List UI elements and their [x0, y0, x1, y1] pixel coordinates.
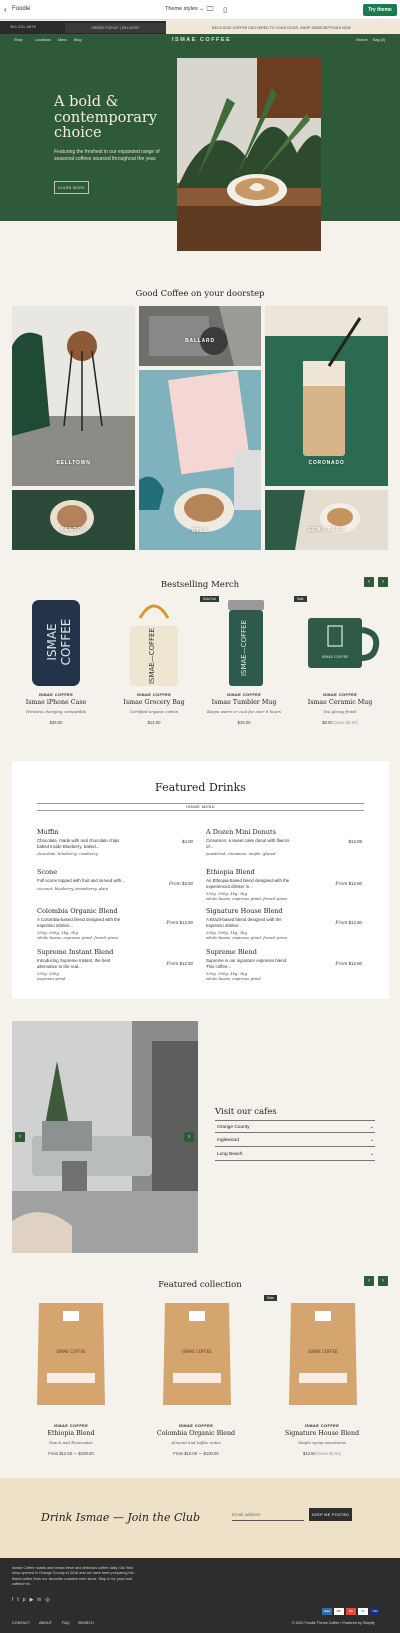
svg-text:ISMAE: ISMAE — [45, 623, 59, 661]
footer-about: Ismae Coffee roasts and brews fresh and delicious coffee daily. Our first shop opened in Orange County in 2016 and we have been preparing the finest coffee from our favourite roasters ever since. Stop in for your next caffeine fix. — [12, 1566, 134, 1586]
featured-drinks-card — [12, 761, 389, 999]
site-footer — [0, 1558, 400, 1633]
chevron-down-icon: ⌄ — [369, 1124, 374, 1130]
mobile-icon[interactable]: ▯ — [223, 6, 227, 14]
club-title: Drink Ismae — Join the Club — [41, 1511, 201, 1524]
footer-link-about[interactable]: ABOUT — [39, 1621, 53, 1625]
product-image-colombia[interactable] — [161, 1297, 233, 1407]
location-label: ECHO PARK — [308, 527, 345, 533]
footer-link-faq[interactable]: FAQ — [62, 1621, 70, 1625]
payment-icons — [322, 1608, 380, 1615]
sale-badge: Sale — [294, 596, 307, 602]
visa-icon: VISA — [370, 1608, 380, 1615]
footer-link-contact[interactable]: CONTACT — [12, 1621, 31, 1625]
pinterest-icon[interactable]: p — [22, 1597, 26, 1603]
desktop-icon[interactable]: 🖵 — [206, 5, 214, 13]
keep-me-posted-button[interactable]: KEEP ME POSTED — [309, 1508, 352, 1521]
facebook-icon[interactable]: f — [12, 1597, 14, 1603]
svg-text:ISMAE COFFEE: ISMAE COFFEE — [182, 1349, 212, 1354]
location-tile-kenton[interactable] — [12, 490, 135, 550]
menu-item[interactable]: Supreme Blend Supreme is our signature espresso blend. This coffee... 250g, 500g, 1kg, 2kg whole beans, espresso grind From $12.50 — [206, 948, 362, 982]
locations-title: Good Coffee on your doorstep — [135, 289, 265, 299]
product-image-ethiopia[interactable] — [35, 1297, 107, 1407]
svg-text:ISMAE COFFEE: ISMAE COFFEE — [56, 1349, 86, 1354]
hero-title: A bold & contemporary choice — [54, 94, 158, 141]
menu-item[interactable]: Signature House Blend A Brazil-based blend designed with the espresso drinker... 250g, 500g, 1kg, 2kg whole beans, espresso grind, french press From $12.50 — [206, 907, 362, 941]
paypal-icon: PP — [358, 1608, 368, 1615]
merch-title: Bestselling Merch — [160, 580, 240, 590]
location-tile-belltown[interactable] — [12, 306, 135, 486]
bag-link[interactable]: Bag (0) — [373, 37, 386, 42]
product-image-iphone-case[interactable] — [10, 598, 102, 688]
cafes-title: Visit our cafes — [215, 1107, 277, 1117]
order-pickup-delivery[interactable]: ORDER PICKUP | DELIVERY — [65, 23, 166, 33]
product-card[interactable]: ISMAE COFFEE Ismae iPhone Case Wireless charging compatible $38.00 — [25, 693, 87, 725]
menu-item[interactable]: Supreme Instant Blend Introducing Supreme Instant, the best alternative to the real... 250g, 500g espresso grind From $12.50 — [37, 948, 193, 982]
svg-text:ISMAE—COFFEE: ISMAE—COFFEE — [240, 619, 248, 677]
location-label: KENTON — [60, 527, 87, 533]
chevron-down-icon: ⌄ — [199, 6, 204, 12]
svg-text:COFFEE: COFFEE — [59, 618, 73, 666]
location-tile-ballard[interactable] — [139, 306, 261, 366]
announcement-left — [0, 21, 166, 34]
app-name: Foodie — [12, 6, 31, 12]
instagram-icon[interactable]: ◎ — [45, 1597, 50, 1603]
cafe-item-inglewood[interactable]: Inglewood ⌄ — [215, 1134, 375, 1147]
product-card[interactable]: ISMAE COFFEE Ismae Ceramic Mug Tea glossy finish $8.00 (Save $2.00) — [307, 693, 373, 725]
product-card[interactable]: ISMAE COFFEE Ismae Grocery Bag Certified organic cotton $14.00 — [123, 693, 185, 725]
location-tile-echo-park[interactable] — [265, 490, 388, 550]
menu-title: Featured Drinks — [155, 781, 246, 794]
location-label: CORONADO — [308, 460, 345, 466]
nav-shop[interactable]: Shop — [14, 37, 23, 42]
copyright: © 2021 Foodie Theme Coffee • Powered by Shopify — [292, 1621, 375, 1625]
cafe-next-button[interactable]: › — [184, 1132, 194, 1142]
location-tile-otla[interactable] — [139, 370, 261, 550]
cafe-item-long-beach[interactable]: Long Beach ⌄ — [215, 1148, 375, 1161]
location-label: BALLARD — [185, 338, 215, 344]
learn-more-button[interactable]: LEARN MORE — [54, 181, 89, 194]
collection-next-button[interactable]: › — [378, 1276, 388, 1286]
cafe-slideshow-image — [12, 1021, 198, 1253]
newsletter-section — [0, 1478, 400, 1558]
hero-description: Featuring the freshest in our expanded range of seasonal coffees sourced throughout the year. — [54, 149, 160, 162]
sale-badge: Sale — [264, 1295, 277, 1301]
svg-text:ISMAE COFFEE: ISMAE COFFEE — [321, 655, 349, 659]
product-image-tumbler[interactable] — [198, 598, 290, 688]
menu-item[interactable]: Muffin Chocolate, made with real chocolate chips baked inside Blueberry, baked... chocolate, blueberry, cranberry $4.00 — [37, 828, 193, 857]
sold-out-badge: Sold Out — [200, 596, 219, 602]
menu-item[interactable]: A Dozen Mini Donuts Cinnamon: a sweet cake donut with flavors of... powdered, cinnamon, maple, glazed $12.99 — [206, 828, 362, 857]
phone-number[interactable]: 304-301-9878 — [10, 25, 36, 29]
footer-link-search[interactable]: SEARCH — [78, 1621, 94, 1625]
product-card[interactable]: ISMAE COFFEE Colombia Organic Blend Almond and toffee notes From $10.00 — $100.00 — [156, 1424, 236, 1456]
svg-text:ISMAE—COFFEE: ISMAE—COFFEE — [148, 627, 156, 685]
chevron-down-icon: ⌄ — [369, 1151, 374, 1157]
location-label: BELLTOWN — [56, 460, 91, 466]
delivery-message[interactable]: DELICIOUS COFFEE DELIVERED TO YOUR DOOR. SHOP SUBSCRIPTIONS NOW — [212, 25, 351, 30]
merch-next-button[interactable]: › — [378, 577, 388, 587]
nav-locations[interactable]: Locations — [35, 37, 51, 42]
search-link[interactable]: Search — [356, 37, 368, 42]
site-logo[interactable]: ISMAE COFFEE — [172, 36, 232, 43]
theme-editor-bar — [0, 0, 400, 20]
email-input[interactable] — [232, 1508, 304, 1521]
nav-menu[interactable]: Menu — [58, 37, 68, 42]
youtube-icon[interactable]: ▶ — [29, 1597, 34, 1603]
location-tile-coronado[interactable] — [265, 306, 388, 486]
cafe-prev-button[interactable]: ‹ — [15, 1132, 25, 1142]
location-label: OTLA — [191, 528, 209, 534]
product-image-ceramic-mug[interactable] — [294, 598, 386, 688]
back-icon[interactable]: ‹ — [4, 5, 7, 14]
mastercard-icon: MC — [346, 1608, 356, 1615]
chevron-down-icon: ⌄ — [369, 1137, 374, 1143]
product-image-signature[interactable] — [287, 1297, 359, 1407]
site-header — [0, 34, 400, 45]
nav-blog[interactable]: Blog — [74, 37, 82, 42]
product-card[interactable]: ISMAE COFFEE Signature House Blend Maple syrup sweetness $12.50 (Save $2.50) — [284, 1424, 360, 1456]
product-image-grocery-bag[interactable] — [108, 598, 200, 688]
announcement-right — [166, 21, 400, 34]
menu-tab-ismae[interactable]: ISMAE MENU — [37, 803, 364, 811]
product-card[interactable]: ISMAE COFFEE Ismae Tumbler Mug Keeps warm or cool for over 6 hours $18.00 — [206, 693, 282, 725]
svg-text:ISMAE COFFEE: ISMAE COFFEE — [308, 1349, 338, 1354]
apple-pay-icon: PAY — [334, 1608, 344, 1615]
amex-icon: AMEX — [323, 1610, 331, 1613]
menu-item[interactable]: Ethiopia Blend An Ethiopia-based blend designed with the experienced drinker in... 250g, 500g, 1kg, 2kg whole beans, espresso grind, french press From $12.50 — [206, 868, 362, 902]
hero-latte-image — [177, 58, 321, 251]
collection-prev-button[interactable]: ‹ — [364, 1276, 374, 1286]
product-card[interactable]: ISMAE COFFEE Ethiopia Blend Peach and Rosewater From $12.50 — $100.00 — [47, 1424, 95, 1456]
try-theme-button[interactable]: Try theme — [363, 4, 397, 16]
cafe-item-orange-county[interactable]: Orange County ⌄ — [215, 1120, 375, 1133]
merch-prev-button[interactable]: ‹ — [364, 577, 374, 587]
collection-title: Featured collection — [158, 1280, 242, 1290]
twitter-icon[interactable]: t — [17, 1597, 19, 1603]
linkedin-icon[interactable]: in — [37, 1597, 42, 1603]
theme-styles-dropdown[interactable]: Theme styles ⌄ — [165, 6, 204, 12]
social-icons — [12, 1597, 50, 1603]
menu-item[interactable]: Scone Full scone topped with fruit and served with... coconut, blueberry, strawberry, plain From $3.50 — [37, 868, 193, 891]
menu-item[interactable]: Colombia Organic Blend A Colombia-based blend designed with the espresso drinker... 250g, 500g, 1kg, 2kg whole beans, espresso grind, french press From $12.50 — [37, 907, 193, 941]
